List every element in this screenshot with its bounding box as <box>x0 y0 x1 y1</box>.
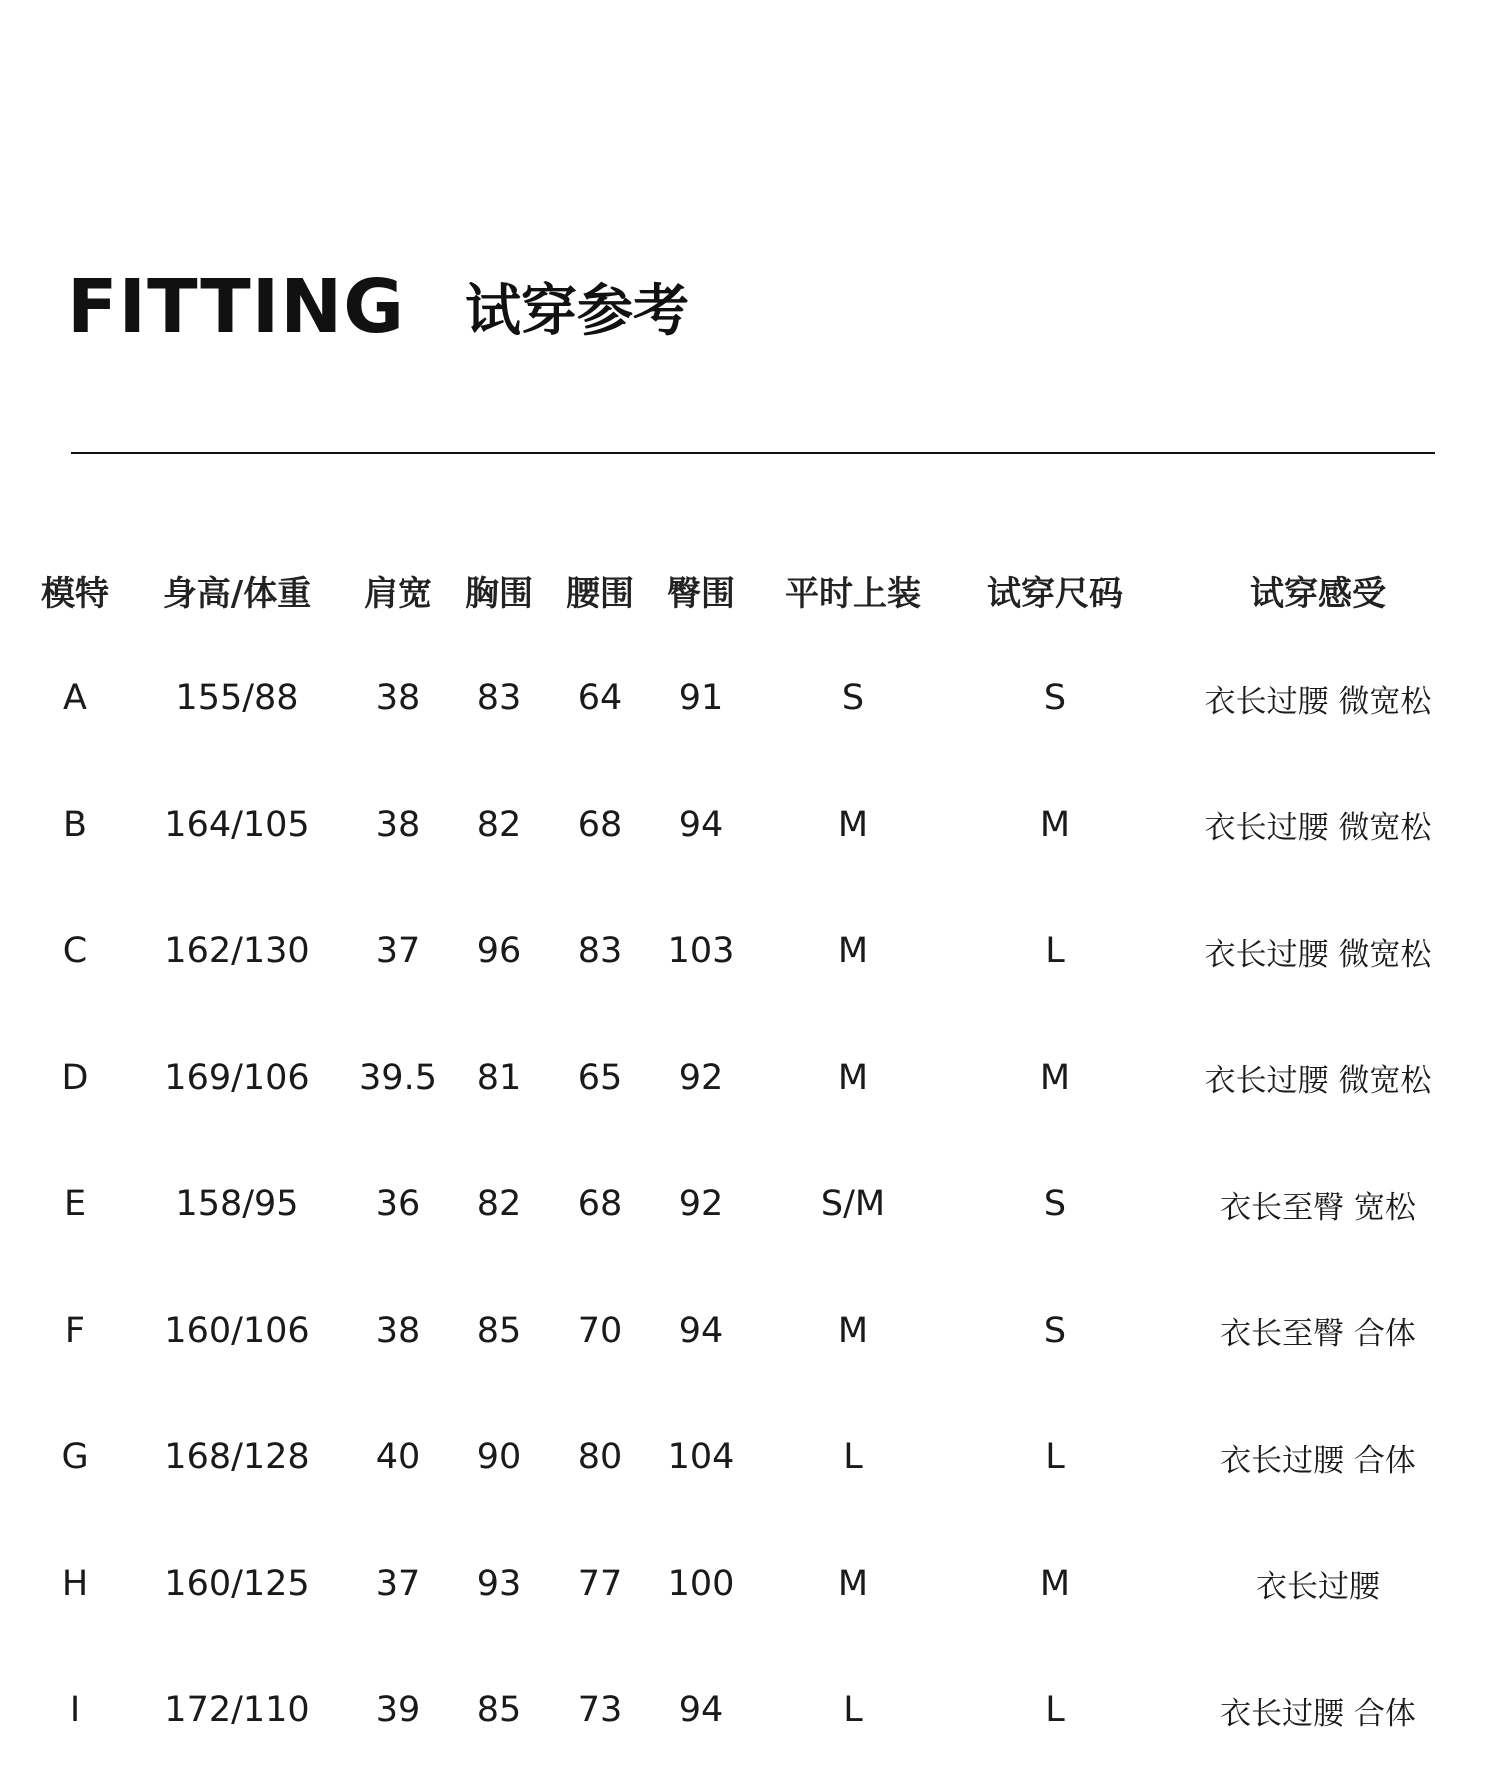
cell-fit-feel: 衣长至臀 宽松 <box>1220 1189 1416 1226</box>
header-usual-size: 平时上装 <box>785 573 921 614</box>
cell-model: A <box>63 678 87 718</box>
header-fit-feel: 试穿感受 <box>1250 573 1386 614</box>
cell-shoulder: 36 <box>375 1184 421 1224</box>
table-row <box>0 653 1500 743</box>
cell-hip: 100 <box>667 1563 735 1604</box>
cell-shoulder: 37 <box>375 931 421 971</box>
cell-hip: 91 <box>678 678 724 718</box>
title-divider <box>71 452 1435 454</box>
cell-hip: 92 <box>678 1184 724 1224</box>
table-row <box>0 1412 1500 1502</box>
cell-model: G <box>61 1437 89 1477</box>
cell-height-weight: 160/106 <box>164 1310 310 1351</box>
cell-bust: 82 <box>476 804 522 845</box>
cell-shoulder: 38 <box>375 1310 421 1351</box>
cell-hip: 94 <box>678 804 724 845</box>
cell-shoulder: 37 <box>375 1563 421 1604</box>
cell-usual-size: M <box>837 1057 869 1098</box>
table-row <box>0 780 1500 870</box>
cell-shoulder: 39.5 <box>359 1057 437 1098</box>
cell-usual-size: M <box>837 1563 869 1604</box>
cell-bust: 93 <box>476 1563 522 1604</box>
header-height-weight: 身高/体重 <box>162 573 312 614</box>
cell-hip: 103 <box>667 931 735 971</box>
cell-model: H <box>61 1563 89 1604</box>
cell-tried-size: L <box>1045 931 1065 971</box>
cell-usual-size: L <box>843 1437 863 1477</box>
cell-model: C <box>62 931 88 971</box>
cell-hip: 94 <box>678 1690 724 1730</box>
cell-bust: 85 <box>476 1310 522 1351</box>
cell-tried-size: M <box>1039 1057 1071 1098</box>
cell-waist: 70 <box>577 1310 623 1351</box>
cell-waist: 65 <box>577 1057 623 1098</box>
cell-fit-feel: 衣长至臀 合体 <box>1220 1316 1416 1352</box>
header-bust: 胸围 <box>465 573 533 614</box>
page-title <box>67 262 689 352</box>
cell-height-weight: 164/105 <box>164 804 310 845</box>
cell-usual-size: S/M <box>820 1184 886 1224</box>
header-shoulder: 肩宽 <box>364 573 432 614</box>
cell-height-weight: 158/95 <box>175 1184 299 1224</box>
cell-waist: 73 <box>577 1690 623 1730</box>
cell-hip: 94 <box>678 1310 724 1351</box>
table-row <box>0 1286 1500 1376</box>
cell-bust: 83 <box>476 678 522 718</box>
table-header-row <box>0 545 1500 635</box>
cell-fit-feel: 衣长过腰 微宽松 <box>1204 683 1432 720</box>
table-row <box>0 1159 1500 1249</box>
cell-fit-feel: 衣长过腰 微宽松 <box>1204 810 1432 846</box>
cell-model: E <box>63 1184 87 1224</box>
cell-height-weight: 162/130 <box>164 931 310 971</box>
cell-model: F <box>64 1310 86 1351</box>
cell-waist: 83 <box>577 931 623 971</box>
cell-tried-size: S <box>1043 678 1067 718</box>
cell-model: D <box>61 1057 89 1098</box>
cell-usual-size: M <box>837 1310 869 1351</box>
cell-usual-size: S <box>841 678 865 718</box>
cell-shoulder: 40 <box>375 1437 421 1477</box>
cell-waist: 80 <box>577 1437 623 1477</box>
cell-waist: 68 <box>577 1184 623 1224</box>
cell-tried-size: S <box>1043 1184 1067 1224</box>
cell-tried-size: M <box>1039 1563 1071 1604</box>
cell-hip: 104 <box>667 1437 735 1477</box>
cell-tried-size: S <box>1043 1310 1067 1351</box>
cell-bust: 82 <box>476 1184 522 1224</box>
table-row <box>0 1033 1500 1123</box>
header-hip: 臀围 <box>667 573 735 614</box>
table-row <box>0 1539 1500 1629</box>
cell-fit-feel: 衣长过腰 微宽松 <box>1204 936 1432 973</box>
cell-tried-size: M <box>1039 804 1071 845</box>
table-row <box>0 906 1500 996</box>
cell-usual-size: M <box>837 804 869 845</box>
cell-fit-feel: 衣长过腰 微宽松 <box>1204 1063 1432 1099</box>
cell-tried-size: L <box>1045 1437 1065 1477</box>
cell-shoulder: 39 <box>375 1690 421 1730</box>
header-model: 模特 <box>41 573 109 614</box>
cell-bust: 81 <box>476 1057 522 1098</box>
cell-height-weight: 168/128 <box>164 1437 310 1477</box>
cell-bust: 96 <box>476 931 522 971</box>
cell-fit-feel: 衣长过腰 合体 <box>1220 1442 1416 1479</box>
cell-model: I <box>69 1690 81 1730</box>
title-chinese: 试穿参考 <box>464 279 689 344</box>
cell-fit-feel: 衣长过腰 合体 <box>1220 1695 1416 1732</box>
cell-height-weight: 155/88 <box>175 678 299 718</box>
cell-waist: 64 <box>577 678 623 718</box>
title-english: FITTING <box>67 264 405 350</box>
header-waist: 腰围 <box>566 573 634 614</box>
header-tried-size: 试穿尺码 <box>987 573 1123 614</box>
cell-waist: 77 <box>577 1563 623 1604</box>
cell-bust: 85 <box>476 1690 522 1730</box>
table-row <box>0 1665 1500 1755</box>
cell-shoulder: 38 <box>375 678 421 718</box>
cell-usual-size: L <box>843 1690 863 1730</box>
cell-fit-feel: 衣长过腰 <box>1256 1569 1380 1605</box>
cell-height-weight: 160/125 <box>164 1563 310 1604</box>
cell-hip: 92 <box>678 1057 724 1098</box>
cell-shoulder: 38 <box>375 804 421 845</box>
cell-height-weight: 172/110 <box>164 1690 310 1730</box>
cell-tried-size: L <box>1045 1690 1065 1730</box>
cell-height-weight: 169/106 <box>164 1057 310 1098</box>
cell-usual-size: M <box>837 931 869 971</box>
cell-bust: 90 <box>476 1437 522 1477</box>
cell-model: B <box>62 804 88 845</box>
cell-waist: 68 <box>577 804 623 845</box>
